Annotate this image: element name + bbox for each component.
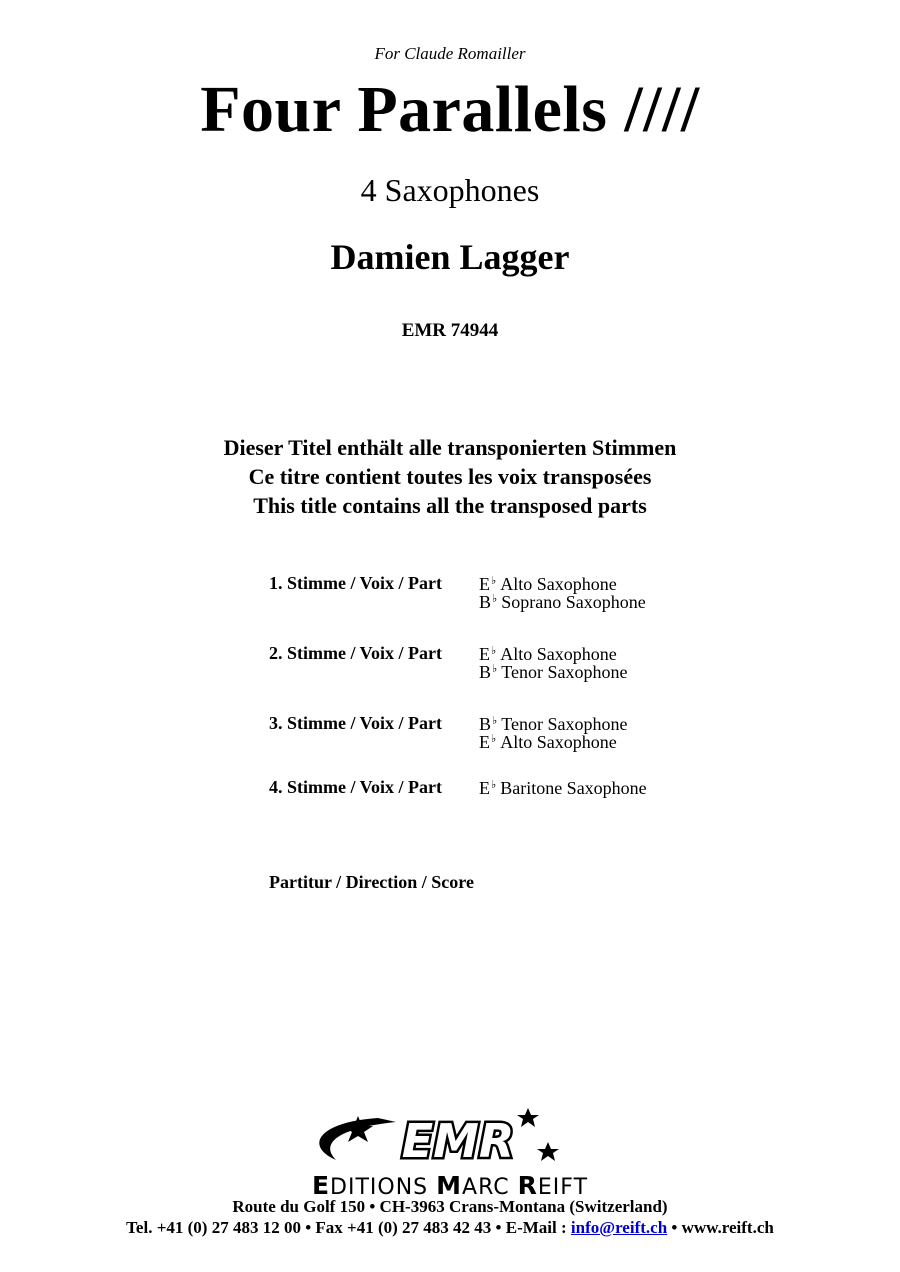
title: Four Parallels //// bbox=[200, 73, 700, 146]
instrument-key: E bbox=[479, 644, 490, 664]
instrument-key: E bbox=[479, 574, 490, 594]
instrument-name: Soprano Saxophone bbox=[501, 592, 646, 612]
notice-english: This title contains all the transposed parts bbox=[253, 493, 647, 518]
instrument-key: E bbox=[479, 732, 490, 752]
instrument-name: Alto Saxophone bbox=[500, 644, 617, 664]
contact-suffix: • www.reift.ch bbox=[667, 1218, 774, 1237]
flat-icon: ♭ bbox=[491, 733, 497, 745]
instrument-key: B bbox=[479, 662, 492, 682]
part-2-label: 2. Stimme / Voix / Part bbox=[269, 643, 442, 663]
publisher-contact bbox=[0, 1218, 900, 1238]
flat-icon: ♭ bbox=[491, 575, 497, 587]
part-2-instrument-2 bbox=[479, 663, 627, 684]
publisher-name bbox=[0, 1171, 900, 1200]
part-3-instrument-2 bbox=[479, 733, 617, 754]
part-1-label: 1. Stimme / Voix / Part bbox=[269, 573, 442, 593]
logo-text: EMR bbox=[401, 1114, 515, 1168]
part-4-label: 4. Stimme / Voix / Part bbox=[269, 777, 442, 797]
flat-icon: ♭ bbox=[491, 779, 497, 791]
composer: Damien Lagger bbox=[330, 237, 570, 277]
instrument-key: B bbox=[479, 714, 492, 734]
publisher-word-1-initial: E bbox=[311, 1171, 331, 1200]
instrument-name: Alto Saxophone bbox=[500, 574, 617, 594]
catalog-number: EMR 74944 bbox=[401, 320, 499, 341]
flat-icon: ♭ bbox=[492, 663, 498, 675]
publisher-word-3-initial: R bbox=[517, 1171, 538, 1200]
instrument-name: Tenor Saxophone bbox=[501, 714, 628, 734]
publisher-word-2-initial: M bbox=[436, 1171, 463, 1200]
email-link[interactable]: info@reift.ch bbox=[570, 1218, 668, 1237]
part-4-instrument-1 bbox=[479, 779, 647, 800]
dedication: For Claude Romailler bbox=[374, 44, 526, 63]
score-label: Partitur / Direction / Score bbox=[269, 872, 474, 892]
flat-icon: ♭ bbox=[492, 593, 498, 605]
notice-german: Dieser Titel enthält alle transponierten Stimmen bbox=[223, 435, 677, 460]
instrument-name: Baritone Saxophone bbox=[500, 778, 647, 798]
emr-logo bbox=[300, 1102, 600, 1170]
instrument-key: E bbox=[479, 778, 490, 798]
publisher-word-3-rest: EIFT bbox=[537, 1175, 589, 1200]
instrumentation: 4 Saxophones bbox=[360, 172, 540, 208]
publisher-word-2-rest: ARC bbox=[462, 1175, 510, 1200]
publisher-address: Route du Golf 150 • CH-3963 Crans-Montana (Switzerland) bbox=[232, 1197, 668, 1216]
part-3-label: 3. Stimme / Voix / Part bbox=[269, 713, 442, 733]
instrument-name: Tenor Saxophone bbox=[501, 662, 628, 682]
notice-french: Ce titre contient toutes les voix transposées bbox=[248, 464, 652, 489]
flat-icon: ♭ bbox=[491, 645, 497, 657]
flat-icon: ♭ bbox=[492, 715, 498, 727]
part-1-instrument-2 bbox=[479, 593, 646, 614]
publisher-word-1-rest: DITIONS bbox=[330, 1175, 429, 1200]
instrument-name: Alto Saxophone bbox=[500, 732, 617, 752]
contact-prefix: Tel. +41 (0) 27 483 12 00 • Fax +41 (0) 27 483 42 43 • E-Mail : bbox=[126, 1218, 571, 1237]
instrument-key: B bbox=[479, 592, 492, 612]
